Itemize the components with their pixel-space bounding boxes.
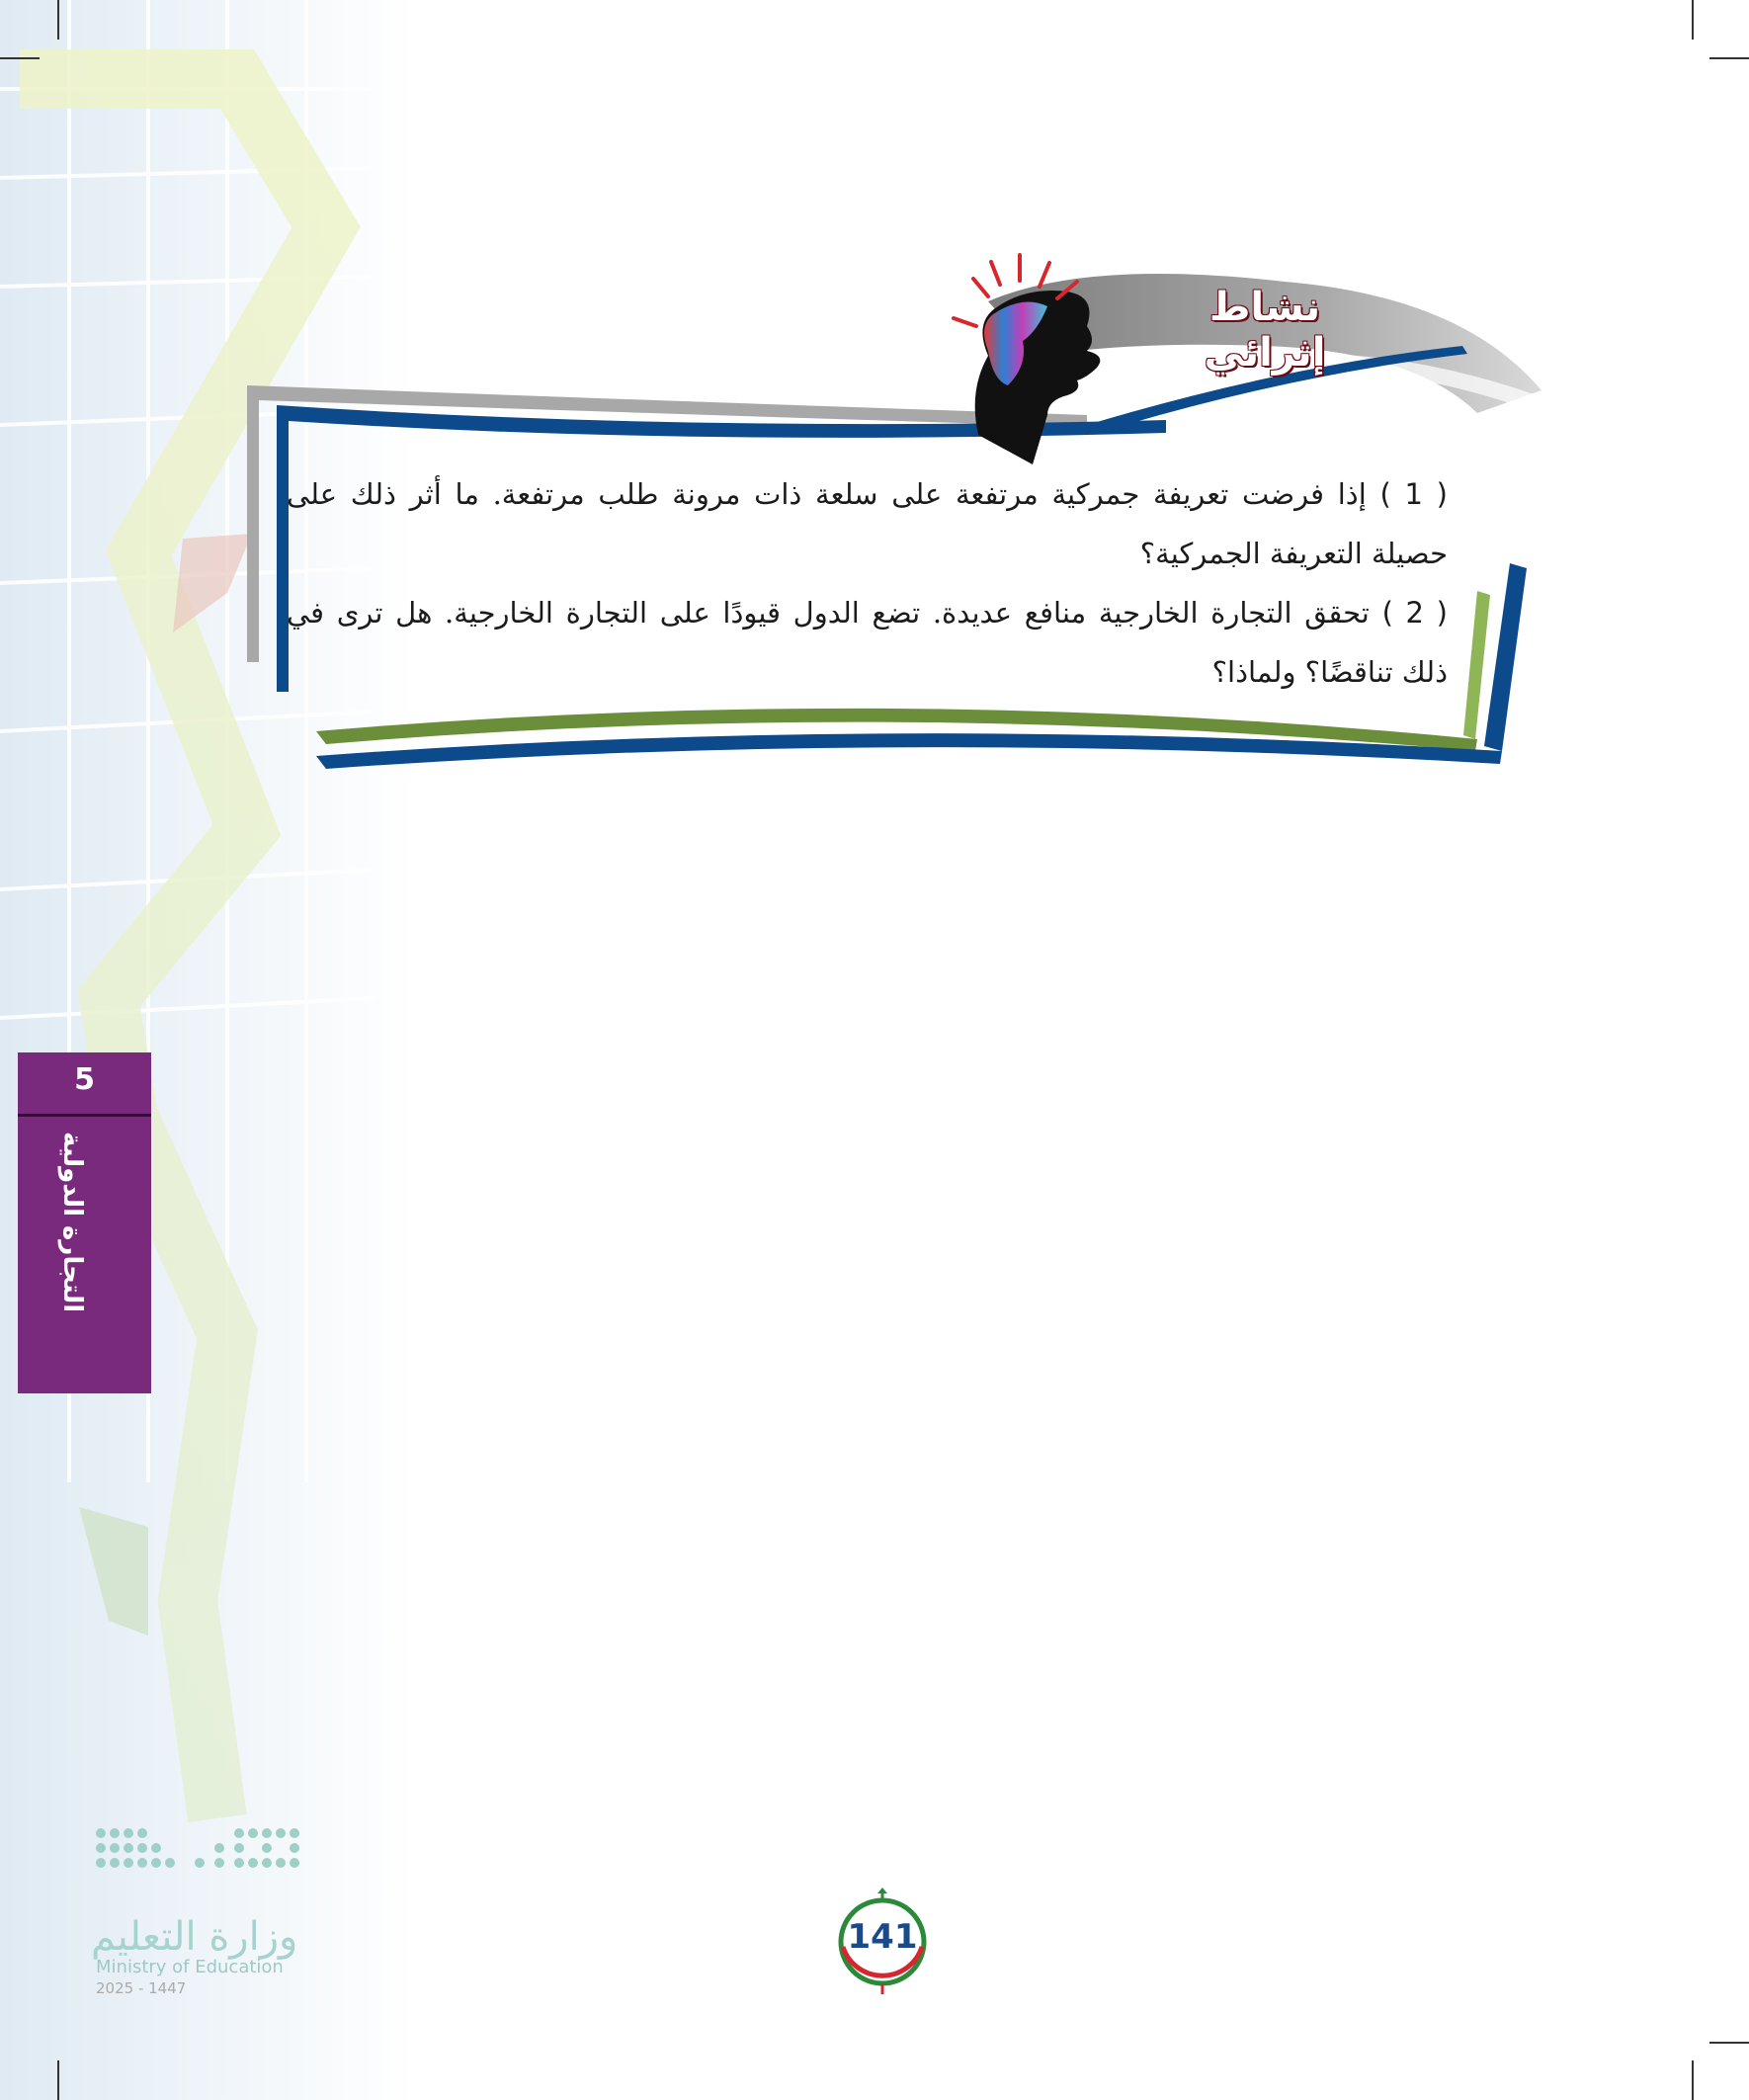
question-text: إذا فرضت تعريفة جمركية مرتفعة على سلعة ذات مرونة طلب مرتفعة. ما أثر ذلك على حصيلة التعريفة الجمركية؟	[287, 477, 1448, 570]
logo-arabic-text: وزارة التعليم	[91, 1914, 298, 1960]
activity-title: نشاط إثرائي	[1204, 285, 1326, 376]
chapter-tab	[18, 1052, 151, 1393]
chapter-title: التجارة الدولية	[57, 1132, 87, 1313]
ministry-logo	[91, 1823, 427, 1996]
logo-english-text: Ministry of Education	[96, 1957, 284, 1977]
question-text: تحقق التجارة الخارجية منافع عديدة. تضع الدول قيودًا على التجارة الخارجية. هل ترى في ذلك تناقضًا؟ ولماذا؟	[287, 596, 1448, 689]
question-number: ( 1 )	[1379, 477, 1448, 511]
questions-list	[287, 464, 1448, 702]
chapter-number: 5	[74, 1062, 95, 1097]
question-1	[287, 464, 1448, 583]
logo-dots-icon	[91, 1823, 318, 1883]
question-2	[287, 583, 1448, 702]
page-number-emblem	[828, 1888, 937, 1996]
page-number: 141	[847, 1917, 918, 1957]
logo-year: 2025 - 1447	[96, 1979, 187, 1997]
chapter-divider	[18, 1114, 151, 1117]
question-number: ( 2 )	[1381, 596, 1448, 630]
